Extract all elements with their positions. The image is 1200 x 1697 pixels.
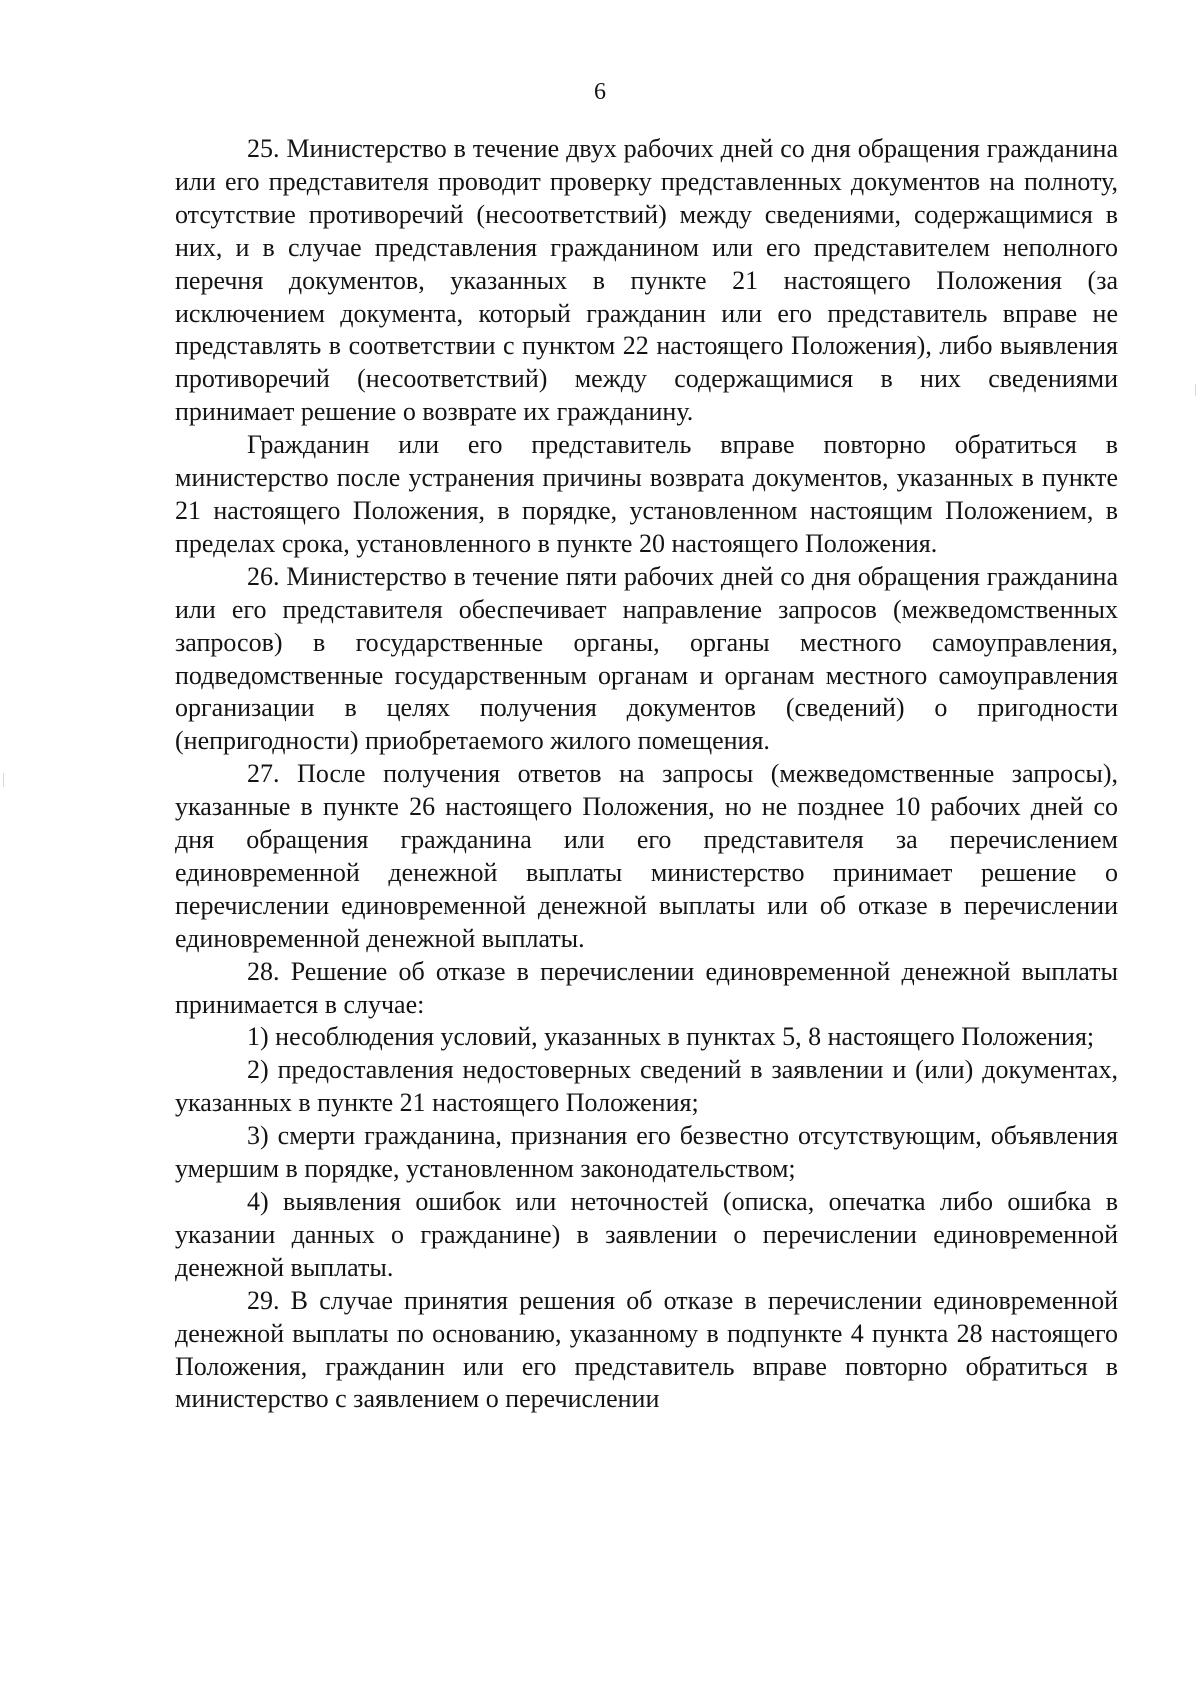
list-item-1: 1) несоблюдения условий, указанных в пунктах 5, 8 настоящего Положения; xyxy=(247,1022,1095,1052)
paragraph-29: 29. В случае принятия решения об отказе в перечислении единовременной денежной выплаты по основанию, указанному в подпункте 4 пункта 28 настоящего Положения, гражданин или его представитель вправе повторно обратиться в министерство с заявлением о перечислении xyxy=(175,1285,1118,1414)
scan-edge-mark-right xyxy=(1195,384,1196,396)
page-number: 6 xyxy=(594,79,606,105)
paragraph-28: 28. Решение об отказе в перечислении единовременной денежной выплаты принимается в случае: xyxy=(175,956,1118,1019)
list-item-2: 2) предоставления недостоверных сведений в заявлении и (или) документах, указанных в пункте 21 настоящего Положения; xyxy=(175,1055,1118,1118)
paragraph-27: 27. После получения ответов на запросы (межведомственные запросы), указанные в пункте 26 настоящего Положения, но не позднее 10 рабочих дней со дня обращения гражданина или его представителя за перечислением единовременной денежной выплаты министерство принимает решение о перечислении единовременной денежной выплаты или об отказе в перечислении единовременной денежной выплаты. xyxy=(175,759,1118,953)
scan-edge-mark-left xyxy=(3,773,4,787)
document-body xyxy=(175,133,1118,1416)
paragraph-resubmission: Гражданин или его представитель вправе повторно обратиться в министерство после устранения причины возврата документов, указанных в пункте 21 настоящего Положения, в порядке, установленном настоящим Положением, в пределах срока, установленного в пункте 20 настоящего Положения. xyxy=(175,430,1118,558)
list-item-4: 4) выявления ошибок или неточностей (описка, опечатка либо ошибка в указании данных о гражданине) в заявлении о перечислении единовременной денежной выплаты. xyxy=(175,1187,1118,1282)
paragraph-25: 25. Министерство в течение двух рабочих дней со дня обращения гражданина или его представителя проводит проверку представленных документов на полноту, отсутствие противоречий (несоответствий) между сведениями, содержащимися в них, и в случае представления гражданином или его представителем неполного перечня документов, указанных в пункте 21 настоящего Положения (за исключением документа, который гражданин или его представитель вправе не представлять в соответствии с пунктом 22 настоящего Положения), либо выявления противоречий (несоответствий) между содержащимися в них сведениями принимает решение о возврате их гражданину. xyxy=(175,134,1118,427)
list-item-3: 3) смерти гражданина, признания его безвестно отсутствующим, объявления умершим в порядке, установленном законодательством; xyxy=(175,1121,1118,1184)
paragraph-26: 26. Министерство в течение пяти рабочих дней со дня обращения гражданина или его представителя обеспечивает направление запросов (межведомственных запросов) в государственные органы, органы местного самоуправления, подведомственные государственным органам и органам местного самоуправления организации в целях получения документов (сведений) о пригодности (непригодности) приобретаемого жилого помещения. xyxy=(175,561,1118,756)
